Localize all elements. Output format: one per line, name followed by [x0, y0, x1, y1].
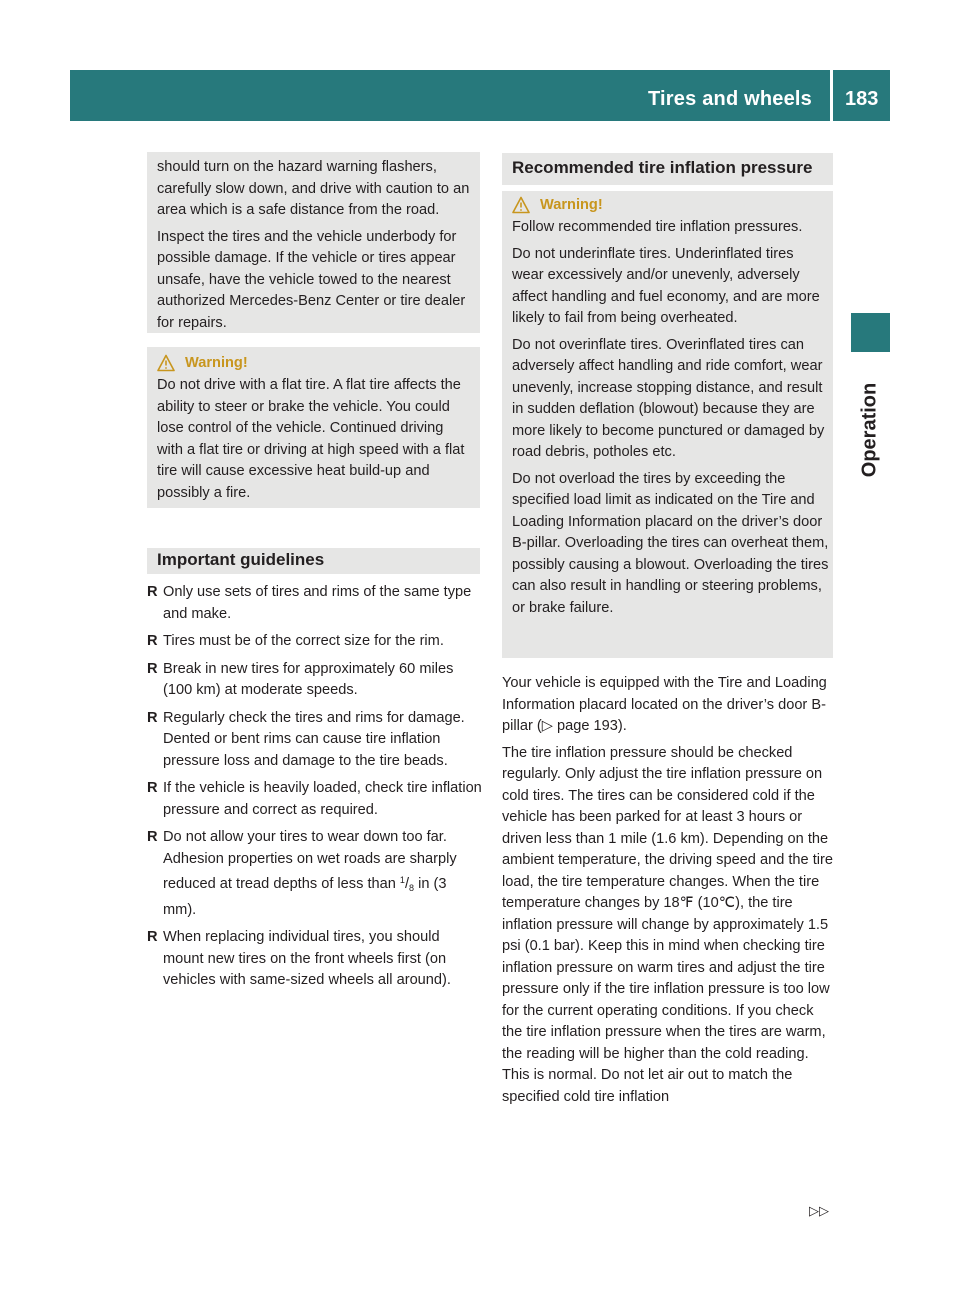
- warning-text: Do not drive with a flat tire. A flat tire affects the ability to steer or brake the vehicle. You could lose control of the vehicle. Continued driving with a flat tire or driving at high speed with a flat tire will cause excessive heat build-up and possibly a fire.: [157, 377, 465, 501]
- warning-text: Do not overinflate tires. Overinflated tires can adversely affect handling and ride comfort, wear unevenly, increase stopping distance, and result in sudden deflation (blowout) because they are more likely to become punctured or damaged by road debris, potholes etc.: [512, 336, 825, 460]
- list-item: R Break in new tires for approximately 60 miles (100 km) at moderate speeds.: [147, 660, 454, 698]
- warning-text: Follow recommended tire inflation pressures.: [512, 219, 803, 235]
- bullet-mark: R: [147, 829, 158, 845]
- page-number: 183: [845, 88, 879, 110]
- list-item: R Tires must be of the correct size for the rim.: [147, 631, 483, 653]
- warning-text: Do not underinflate tires. Underinflated tires wear excessively and/or unevenly, adversely affect handling and fuel economy, and are more likely to fail from being overheated.: [512, 245, 820, 326]
- info-paragraph: should turn on the hazard warning flashers, carefully slow down, and drive with caution to an area which is a safe distance from the road.: [157, 159, 470, 218]
- list-item: R When replacing individual tires, you should mount new tires on the front wheels first (on vehicles with same-sized wheels all around).: [147, 929, 451, 988]
- body-paragraph: Your vehicle is equipped with the Tire and Loading Information placard located on the driver’s door B-pillar (▷ page 193).: [502, 675, 827, 734]
- warning-triangle-icon: [157, 354, 175, 372]
- bullet-mark: R: [147, 633, 158, 649]
- warning-title: Warning!: [185, 355, 248, 371]
- list-item: R Regularly check the tires and rims for damage. Dented or bent rims can cause tire inflation pressure loss and damage to the tire beads.: [147, 709, 465, 769]
- heading-recommended-pressure: Recommended tire inflation pressure: [512, 158, 813, 177]
- body-text: [502, 673, 836, 1113]
- side-tab: [850, 364, 890, 496]
- heading-important-guidelines: Important guidelines: [157, 550, 325, 569]
- side-tab-marker: [851, 313, 890, 352]
- warning-title: Warning!: [540, 197, 603, 213]
- side-tab-label: Operation: [858, 382, 881, 478]
- bullet-mark: R: [147, 584, 158, 600]
- bullet-mark: R: [147, 660, 158, 677]
- warning-box: [147, 347, 480, 508]
- warning-triangle-icon: [512, 196, 530, 214]
- warning-text: Do not overload the tires by exceeding the specified load limit as indicated on the Tire and Loading Information placard on the driver’s door B-pillar. Overloading the tires can overheat them, possibly causing a blowout. Overloading the tires can also result in handling or steering problems, or brake failure.: [512, 470, 829, 616]
- continue-arrows-icon: ▷▷: [809, 1203, 829, 1218]
- list-item: R If the vehicle is heavily loaded, check tire inflation pressure and correct as required.: [147, 780, 482, 818]
- warning-heading: [157, 352, 472, 374]
- info-paragraph: Inspect the tires and the vehicle underbody for possible damage. If the vehicle or tires appear unsafe, have the vehicle towed to the nearest authorized Mercedes-Benz Center or tire dealer for repairs.: [157, 228, 466, 331]
- body-paragraph: The tire inflation pressure should be checked regularly. Only adjust the tire inflation pressure on cold tires. The tires can be considered cold if the vehicle has been parked for at least 3 hours or driven less than 1 mile (1.6 km). Depending on the ambient temperature, the driving speed and the tire load, the tire temperature changes. When the tire temperature changes by 18℉ (10℃), the tire inflation pressure will change by approximately 1.5 psi (0.1 bar). Keep this in mind when checking tire inflation pressure on warm tires and adjust the tire pressure only if the tire inflation pressure is too low for the current operating conditions. If you check the tire inflation pressure when the tires are warm, the reading will be higher than the cold reading. This is normal. Do not let air out to match the specified cold tire inflation: [502, 744, 833, 1105]
- warning-box: [502, 191, 833, 658]
- bullet-mark: R: [147, 780, 158, 796]
- header-divider: [830, 70, 833, 121]
- warning-heading: [512, 194, 829, 216]
- section-title: Tires and wheels: [648, 88, 813, 110]
- bullet-mark: R: [147, 929, 158, 945]
- guidelines-list: [147, 582, 483, 998]
- bullet-mark: R: [147, 709, 158, 726]
- list-item: R Only use sets of tires and rims of the same type and make.: [147, 584, 472, 622]
- section-heading: [502, 153, 833, 185]
- info-box: [147, 152, 480, 333]
- list-item: R Do not allow your tires to wear down too far. Adhesion properties on wet roads are sharply reduced at tread depths of less than $^1/_8$ in (3 mm).: [147, 829, 457, 918]
- section-heading: [147, 548, 480, 574]
